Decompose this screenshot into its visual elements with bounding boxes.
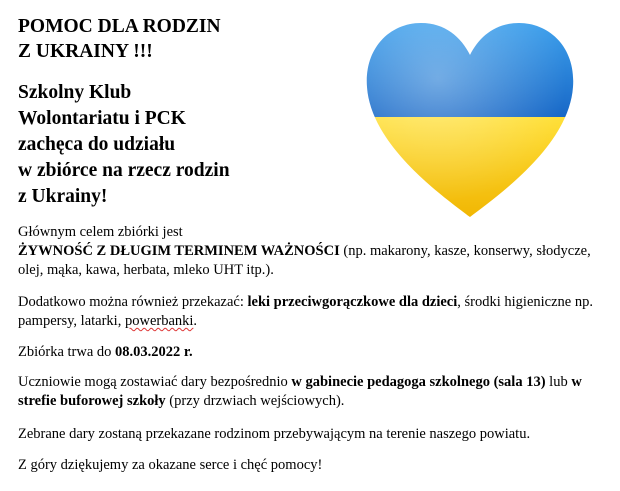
poster-title [18,14,221,64]
paragraph-1-bold: ŻYWNOŚĆ Z DŁUGIM TERMINEM WAŻNOŚCI [18,243,340,259]
subtitle-line-3: zachęca do udziału [18,134,176,155]
paragraph-main-goal [18,223,610,280]
paragraph-4-mid: lub [545,374,572,390]
poster-subtitle [18,80,230,210]
subtitle-line-2: Wolontariatu i PCK [18,108,186,129]
ukraine-heart-icon [363,17,577,223]
paragraph-4-intro: Uczniowie mogą zostawiać dary bezpośrednio [18,374,292,390]
paragraph-1-rest: (np. makarony, kasze, konserwy, słodycze, olej, mąka, kawa, herbata, mleko UHT itp.). [18,243,591,278]
subtitle-line-5: z Ukrainy! [18,186,108,207]
paragraph-3-intro: Zbiórka trwa do [18,344,116,360]
paragraph-2-underlined: powerbanki [124,313,194,329]
subtitle-line-4: w zbiórce na rzecz rodzin [18,160,230,181]
subtitle-line-1: Szkolny Klub [18,82,132,103]
paragraph-2-intro: Dodatkowo można również przekazać: [18,294,248,310]
paragraph-4-bold-2: w strefie buforowej szkoły [18,374,582,409]
paragraph-3-bold: 08.03.2022 r. [115,344,193,360]
paragraph-1-intro: Głównym celem zbiórki jest [18,224,183,240]
title-line-1: POMOC DLA RODZIN [18,16,221,37]
paragraph-thanks: Z góry dziękujemy za okazane serce i chęć pomocy! [18,457,323,473]
paragraph-drop-off [18,373,610,411]
paragraph-additional-items [18,293,610,331]
title-line-2: Z UKRAINY !!! [18,41,153,62]
paragraph-4-rest: (przy drzwiach wejściowych). [165,393,345,409]
paragraph-2-rest: , środki higieniczne np. pampersy, latarki, [18,294,593,329]
paragraph-2-end: . [193,313,198,329]
paragraph-4-bold-1: w gabinecie pedagoga szkolnego (sala 13) [291,374,546,390]
paragraph-distribution: Zebrane dary zostaną przekazane rodzinom przebywającym na terenie naszego powiatu. [18,426,531,442]
paragraph-2-bold: leki przeciwgorączkowe dla dzieci [247,294,458,310]
paragraph-deadline [18,343,610,362]
